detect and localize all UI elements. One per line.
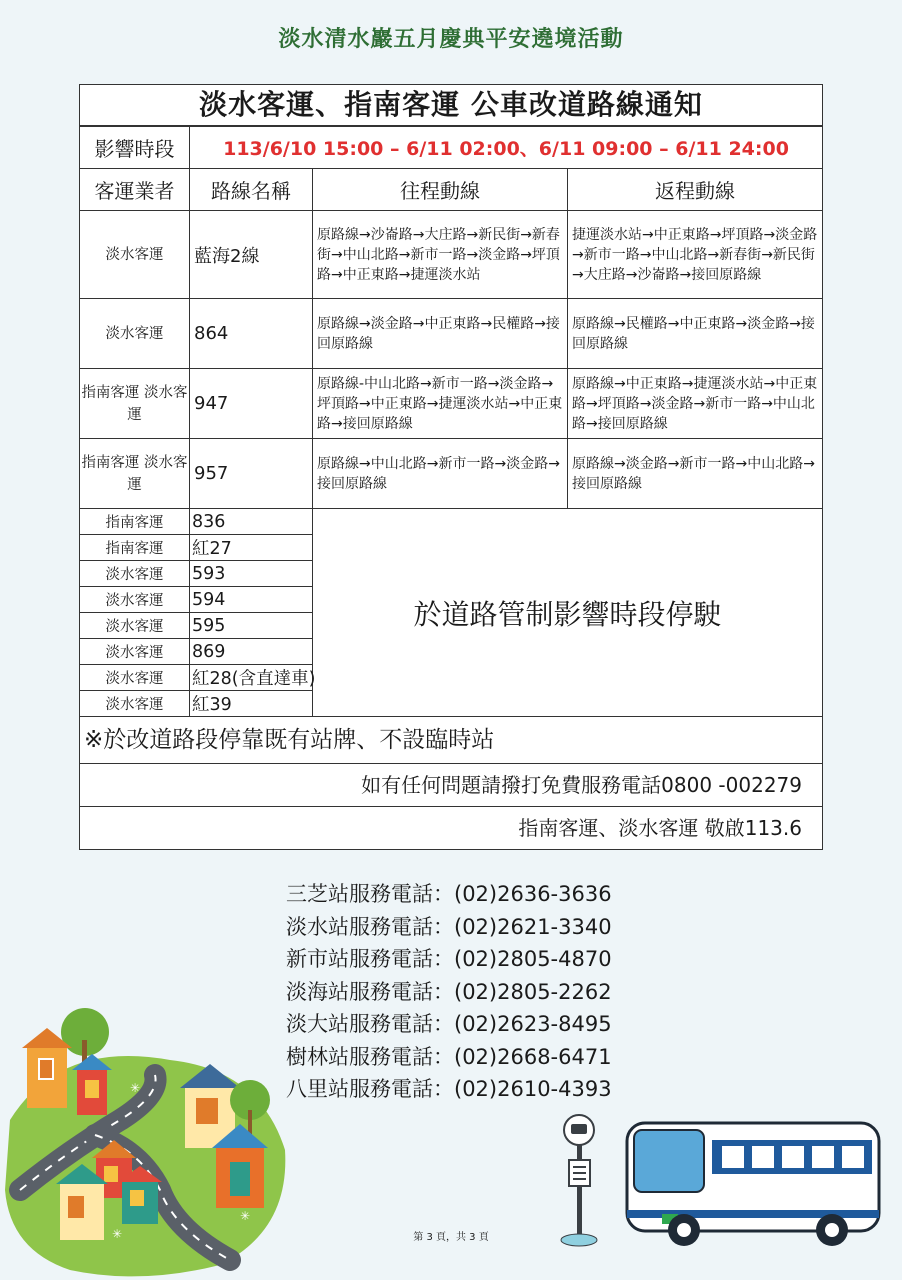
header-row	[80, 169, 823, 211]
route-cell: 947	[190, 369, 313, 439]
routes-table	[79, 126, 823, 717]
operator-cell: 淡水客運	[80, 665, 190, 691]
svg-text:✳: ✳	[240, 1209, 251, 1223]
inbound-cell: 原路線→中正東路→捷運淡水站→中正東路→坪頂路→淡金路→新市一路→中山北路→接回原路線	[568, 369, 823, 439]
detour-notice	[79, 84, 823, 850]
table-row	[80, 439, 823, 509]
inbound-cell: 捷運淡水站→中正東路→坪頂路→淡金路→新市一路→中山北路→新春街→新民街→大庄路→沙崙路→接回原路線	[568, 211, 823, 299]
operator-cell: 指南客運	[80, 535, 190, 561]
table-row	[80, 369, 823, 439]
hotline-text: 如有任何問題請撥打免費服務電話0800 -002279	[79, 764, 822, 807]
list-item: 新市站服務電話：(02)2805-4870	[286, 947, 612, 971]
table-row	[80, 299, 823, 369]
signature: 指南客運、淡水客運 敬啟113.6	[79, 807, 822, 850]
operator-cell: 淡水客運	[80, 639, 190, 665]
list-item: 八里站服務電話：(02)2610-4393	[286, 1077, 612, 1101]
notice-title: 淡水客運、指南客運 公車改道路線通知	[79, 85, 822, 126]
table-row	[80, 211, 823, 299]
operator-cell: 淡水客運	[80, 299, 190, 369]
stop-note: ※於改道路段停靠既有站牌、不設臨時站	[79, 717, 822, 764]
route-cell: 594	[190, 587, 313, 613]
operator-cell: 淡水客運	[80, 587, 190, 613]
route-cell: 紅28(含直達車)	[190, 665, 313, 691]
col-outbound: 往程動線	[313, 169, 568, 211]
page-number: 第 3 頁，共 3 頁	[413, 1232, 489, 1243]
route-cell: 藍海2線	[190, 211, 313, 299]
route-cell: 864	[190, 299, 313, 369]
svg-text:✳: ✳	[130, 1081, 141, 1095]
list-item: 樹林站服務電話：(02)2668-6471	[286, 1044, 612, 1069]
col-operator: 客運業者	[80, 169, 190, 211]
list-item: 淡水站服務電話：(02)2621-3340	[286, 914, 612, 939]
suspended-message: 於道路管制影響時段停駛	[313, 509, 823, 717]
svg-text:✳: ✳	[112, 1227, 123, 1241]
operator-cell: 淡水客運	[80, 613, 190, 639]
route-cell: 836	[190, 509, 313, 535]
operator-cell: 淡水客運	[80, 691, 190, 717]
operator-cell: 淡水客運	[80, 211, 190, 299]
outbound-cell: 原路線→中山北路→新市一路→淡金路→接回原路線	[313, 439, 568, 509]
list-item: 淡大站服務電話：(02)2623-8495	[286, 1012, 612, 1036]
list-item: 淡海站服務電話：(02)2805-2262	[286, 979, 612, 1004]
inbound-cell: 原路線→淡金路→新市一路→中山北路→接回原路線	[568, 439, 823, 509]
route-cell: 595	[190, 613, 313, 639]
route-cell: 紅39	[190, 691, 313, 717]
inbound-cell: 原路線→民權路→中正東路→淡金路→接回原路線	[568, 299, 823, 369]
route-cell: 593	[190, 561, 313, 587]
operator-cell: 淡水客運	[80, 561, 190, 587]
time-label: 影響時段	[80, 127, 190, 169]
col-inbound: 返程動線	[568, 169, 823, 211]
station-phone-list	[286, 878, 612, 1106]
route-cell: 紅27	[190, 535, 313, 561]
table-row	[80, 509, 823, 535]
col-route: 路線名稱	[190, 169, 313, 211]
page-title: 淡水清水巖五月慶典平安遶境活動	[278, 27, 624, 52]
operator-cell: 指南客運	[80, 509, 190, 535]
time-row	[80, 127, 823, 169]
operator-cell: 指南客運 淡水客運	[80, 369, 190, 439]
list-item: 三芝站服務電話：(02)2636-3636	[286, 882, 612, 906]
operator-cell: 指南客運 淡水客運	[80, 439, 190, 509]
outbound-cell: 原路線-中山北路→新市一路→淡金路→坪頂路→中正東路→捷運淡水站→中正東路→接回原路線	[313, 369, 568, 439]
route-cell: 869	[190, 639, 313, 665]
time-value: 113/6/10 15:00 – 6/11 02:00、6/11 09:00 – 6/11 24:00	[190, 127, 823, 169]
route-cell: 957	[190, 439, 313, 509]
outbound-cell: 原路線→淡金路→中正東路→民權路→接回原路線	[313, 299, 568, 369]
outbound-cell: 原路線→沙崙路→大庄路→新民街→新春街→中山北路→新市一路→淡金路→坪頂路→中正東路→捷運淡水站	[313, 211, 568, 299]
